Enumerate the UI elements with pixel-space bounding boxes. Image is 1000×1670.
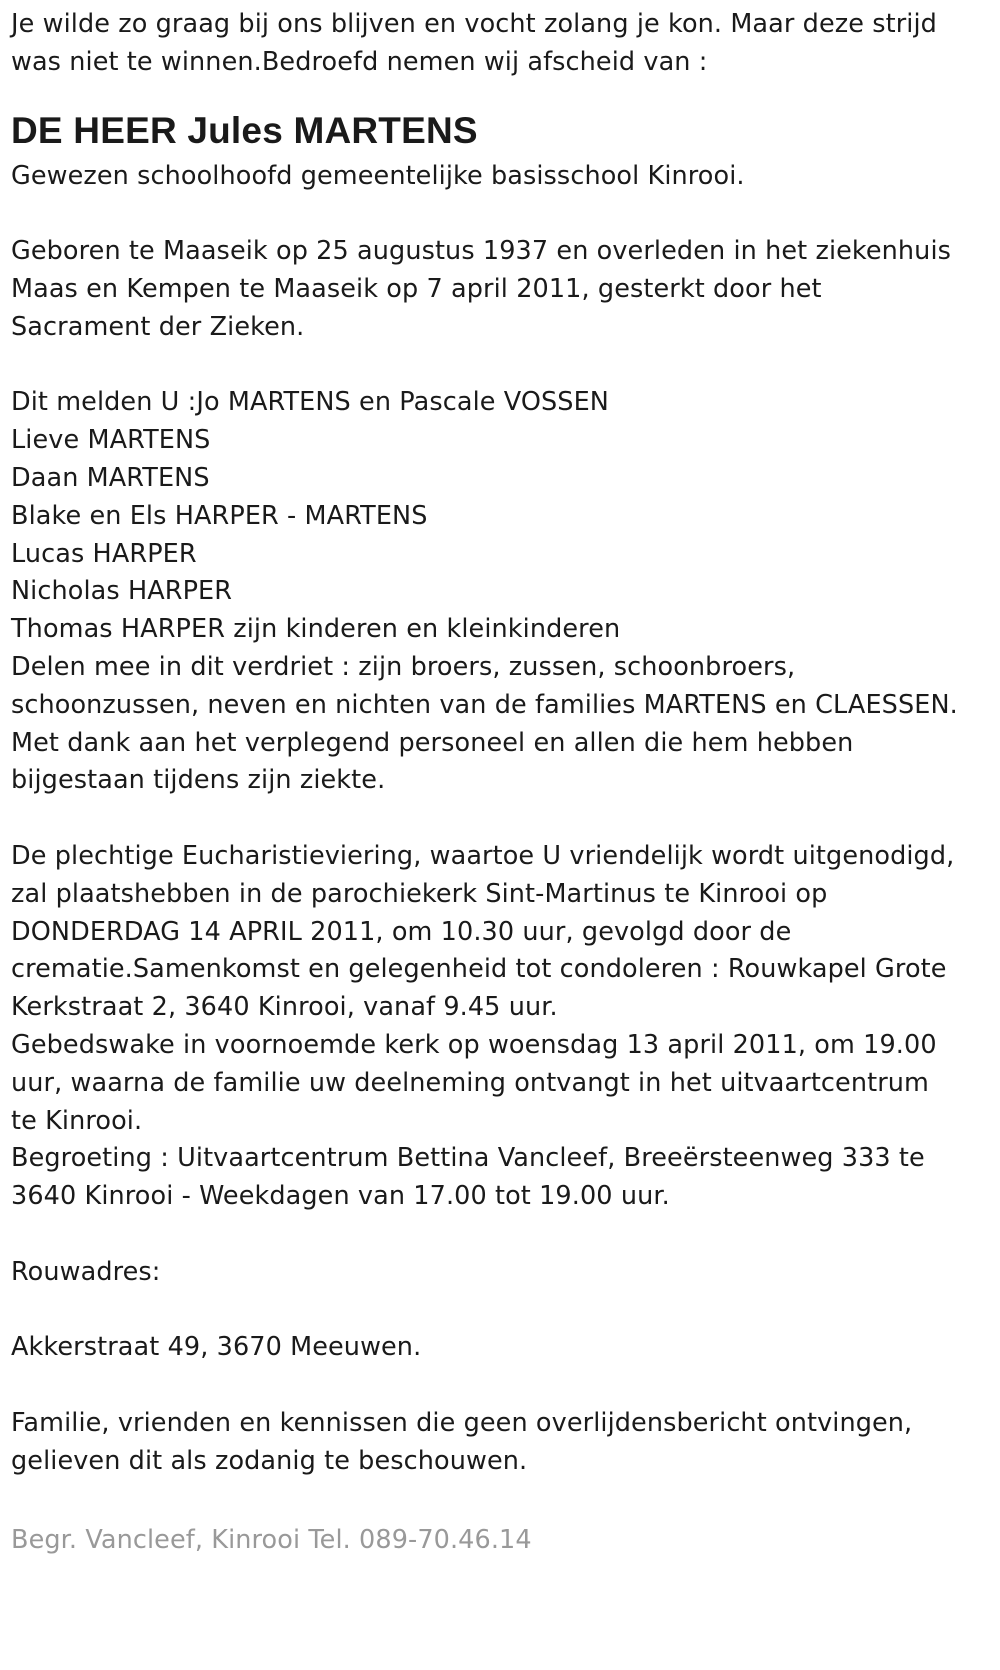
- text-line: Lieve MARTENS: [11, 425, 211, 456]
- paragraph-spacer: [11, 195, 991, 233]
- mourning-address: Akkerstraat 49, 3670 Meeuwen.: [11, 1332, 422, 1363]
- text-line: Gebedswake in voornoemde kerk op woensdag 13 april 2011, om 19.00: [11, 1029, 937, 1060]
- paragraph-spacer: [11, 347, 991, 385]
- mourning-address-label: Rouwadres:: [11, 1256, 161, 1287]
- text-line: gelieven dit als zodanig te beschouwen.: [11, 1445, 528, 1476]
- deceased-role: Gewezen schoolhoofd gemeentelijke basisschool Kinrooi.: [11, 160, 745, 191]
- text-line: Geboren te Maaseik op 25 augustus 1937 en overleden in het ziekenhuis: [11, 236, 952, 267]
- text-line: Met dank aan het verplegend personeel en allen die hem hebben: [11, 727, 854, 758]
- closing-paragraph: [11, 1405, 991, 1481]
- text-line: uur, waarna de familie uw deelneming ontvangt in het uitvaartcentrum: [11, 1067, 929, 1098]
- text-line: Maas en Kempen te Maaseik op 7 april 2011, gesterkt door het: [11, 273, 822, 304]
- intro-text: [11, 6, 991, 82]
- paragraph-spacer: [11, 1216, 991, 1254]
- text-line: Dit melden U :Jo MARTENS en Pascale VOSSEN: [11, 387, 609, 418]
- text-line: zal plaatshebben in de parochiekerk Sint-Martinus te Kinrooi op: [11, 878, 828, 909]
- text-line: 3640 Kinrooi - Weekdagen van 17.00 tot 19.00 uur.: [11, 1181, 670, 1212]
- intro-line: was niet te winnen.Bedroefd nemen wij afscheid van :: [11, 46, 708, 77]
- intro-line: Je wilde zo graag bij ons blijven en vocht zolang je kon. Maar deze strijd: [11, 9, 937, 39]
- text-line: Nicholas HARPER: [11, 576, 233, 607]
- text-line: De plechtige Eucharistieviering, waartoe U vriendelijk wordt uitgenodigd,: [11, 840, 955, 871]
- paragraph-spacer: [11, 1480, 991, 1518]
- text-line: bijgestaan tijdens zijn ziekte.: [11, 765, 386, 796]
- text-line: Sacrament der Zieken.: [11, 311, 305, 342]
- text-line: Lucas HARPER: [11, 538, 197, 569]
- funeral-director-footer: Begr. Vancleef, Kinrooi Tel. 089-70.46.14: [11, 1525, 532, 1556]
- paragraph-spacer: [11, 800, 991, 838]
- text-line: Thomas HARPER zijn kinderen en kleinkinderen: [11, 614, 621, 645]
- family-paragraph: [11, 384, 991, 800]
- text-line: crematie.Samenkomst en gelegenheid tot condoleren : Rouwkapel Grote: [11, 954, 947, 985]
- paragraph-spacer: [11, 1367, 991, 1405]
- text-line: Kerkstraat 2, 3640 Kinrooi, vanaf 9.45 uur.: [11, 992, 558, 1023]
- text-line: Familie, vrienden en kennissen die geen overlijdensbericht ontvingen,: [11, 1407, 913, 1438]
- text-line: Blake en Els HARPER - MARTENS: [11, 500, 428, 531]
- ceremony-paragraph: [11, 838, 991, 1216]
- deceased-name-heading: DE HEER Jules MARTENS: [11, 109, 478, 151]
- birth-death-paragraph: [11, 233, 991, 346]
- text-line: schoonzussen, neven en nichten van de families MARTENS en CLAESSEN.: [11, 689, 958, 720]
- paragraph-spacer: [11, 1292, 991, 1330]
- text-line: Daan MARTENS: [11, 462, 210, 493]
- text-line: Delen mee in dit verdriet : zijn broers, zussen, schoonbroers,: [11, 651, 796, 682]
- text-line: Begroeting : Uitvaartcentrum Bettina Vancleef, Breeërsteenweg 333 te: [11, 1143, 925, 1174]
- text-line: DONDERDAG 14 APRIL 2011, om 10.30 uur, gevolgd door de: [11, 916, 792, 947]
- text-line: te Kinrooi.: [11, 1105, 143, 1136]
